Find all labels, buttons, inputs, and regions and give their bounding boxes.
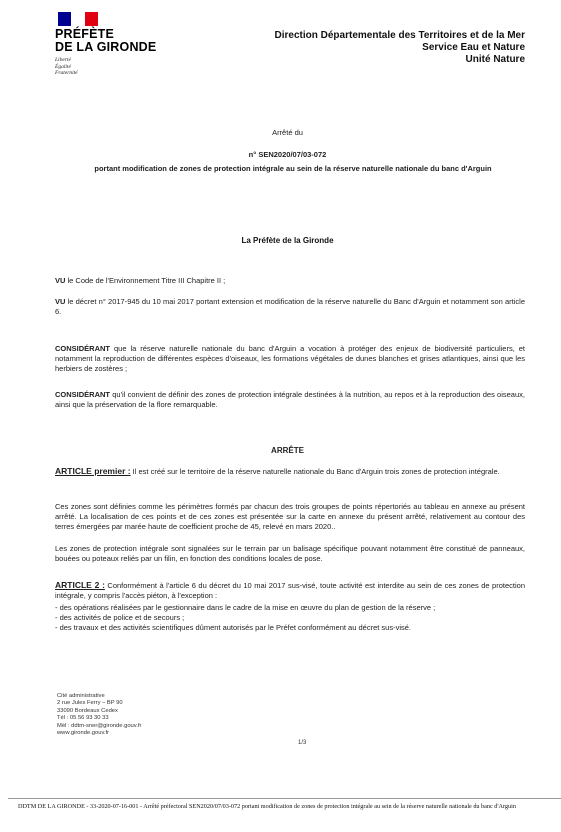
registry-stamp: DDTM DE LA GIRONDE - 33-2020-07-16-001 - Arrêté préfectoral SEN2020/07/03-072 portant modification de zones de protection intégrale au sein de la réserve naturelle nationale du banc d'Arguin bbox=[18, 803, 516, 810]
contact-address bbox=[57, 693, 257, 737]
article-1-title: ARTICLE premier : bbox=[55, 466, 131, 476]
article-2-text: Conformément à l'article 6 du décret du 10 mai 2017 sus-visé, toute activité est interdite au sein de ces zones de protection intégrale, y compris l'accès piéton, à l'exception : bbox=[55, 581, 525, 600]
consideration-1 bbox=[55, 276, 525, 286]
service-line: Direction Départementale des Territoires et de la Mer bbox=[274, 30, 525, 41]
decision-heading: ARRÊTE bbox=[271, 446, 304, 455]
prefecture-line: DE LA GIRONDE bbox=[55, 40, 157, 54]
decree-label: Arrêté du bbox=[272, 128, 303, 137]
consideration-2 bbox=[55, 297, 525, 317]
address-line: 2 rue Jules Ferry – BP 90 bbox=[57, 700, 123, 707]
article-1-paragraph-2: Ces zones sont définies comme les périmètres formés par chacun des trois groupes de points répertoriés au tableau en annexe au présent arrêté. La localisation de ces points et de ces zones est présentée sur la carte en annexe du présent arrêté, relativement au contour des terres émergées par marée haute de coefficient proche de 45, relevé en mars 2020.. bbox=[55, 502, 525, 531]
article-1-paragraph-3: Les zones de protection intégrale sont signalées sur le terrain par un balisage spécifique pouvant notamment être constitué de panneaux, bouées ou poteaux reliés par un filin, en fonction des conditions locales de pose. bbox=[55, 544, 525, 563]
consideration-4 bbox=[55, 390, 525, 410]
republic-motto bbox=[55, 57, 135, 77]
service-line: Service Eau et Nature bbox=[422, 42, 525, 53]
signing-authority: La Préfète de la Gironde bbox=[241, 236, 334, 245]
decree-number: n° SEN2020/07/03-072 bbox=[248, 150, 327, 159]
service-line: Unité Nature bbox=[465, 54, 525, 65]
consideration-3 bbox=[55, 344, 525, 374]
article-1-text: Il est créé sur le territoire de la réserve naturelle nationale du Banc d'Arguin trois zones de protection intégrale. bbox=[130, 467, 500, 476]
flag-white-band bbox=[71, 12, 84, 26]
article-1 bbox=[55, 466, 525, 477]
consideration-keyword: CONSIDÉRANT bbox=[55, 390, 111, 399]
prefecture-name bbox=[55, 28, 185, 54]
stamp-divider bbox=[8, 798, 561, 799]
address-line: Cité administrative bbox=[57, 693, 105, 699]
consideration-keyword: CONSIDÉRANT bbox=[55, 344, 111, 353]
consideration-text: qu'il convient de définir des zones de protection intégrale destinées à la nutrition, au repos et à la reproduction des oiseaux, ainsi que la préservation de la flore remarquable. bbox=[55, 390, 525, 409]
motto-line: Fraternité bbox=[55, 70, 78, 76]
article-2 bbox=[55, 580, 525, 601]
prefecture-line: PRÉFÈTE bbox=[55, 27, 115, 41]
decree-subject: portant modification de zones de protection intégrale au sein de la réserve naturelle nationale du banc d'Arguin bbox=[94, 164, 492, 173]
motto-line: Égalité bbox=[55, 63, 71, 70]
motto-line: Liberté bbox=[55, 57, 71, 63]
address-line: 33090 Bordeaux Cedex bbox=[57, 707, 118, 714]
marianne-flag-logo bbox=[58, 12, 98, 26]
exception-item: - des opérations réalisées par le gestionnaire dans le cadre de la mise en œuvre du plan de gestion de la réserve ; bbox=[55, 603, 436, 612]
consideration-keyword: VU bbox=[55, 297, 66, 306]
consideration-keyword: VU bbox=[55, 276, 66, 285]
flag-red-band bbox=[85, 12, 98, 26]
issuing-service bbox=[200, 30, 525, 66]
article-2-exception-list bbox=[55, 603, 525, 633]
article-2-title: ARTICLE 2 : bbox=[55, 580, 105, 590]
consideration-text: le décret n° 2017-945 du 10 mai 2017 portant extension et modification de la réserve naturelle du Banc d'Arguin et notamment son article 6. bbox=[55, 297, 525, 316]
consideration-text: que la réserve naturelle nationale du banc d'Arguin a vocation à protéger des enjeux de biodiversité particuliers, et notamment la reproduction de différentes espèces d'oiseaux, les formations végétales de dunes blanches et grises atlantiques, ainsi que les herbiers de zostères ; bbox=[55, 344, 525, 373]
address-line: www.gironde.gouv.fr bbox=[57, 730, 110, 737]
address-line: Mél : ddtm-sner@gironde.gouv.fr bbox=[57, 722, 142, 729]
page-number: 1/3 bbox=[298, 740, 307, 746]
exception-item: - des travaux et des activités scientifiques dûment autorisés par le Préfet conformément au décret sus-visé. bbox=[55, 623, 412, 632]
consideration-text: le Code de l'Environnement Titre III Chapitre II ; bbox=[65, 276, 226, 285]
exception-item: - des activités de police et de secours ; bbox=[55, 613, 185, 622]
flag-blue-band bbox=[58, 12, 71, 26]
address-line: Tél : 05 56 93 30 33 bbox=[57, 715, 109, 722]
